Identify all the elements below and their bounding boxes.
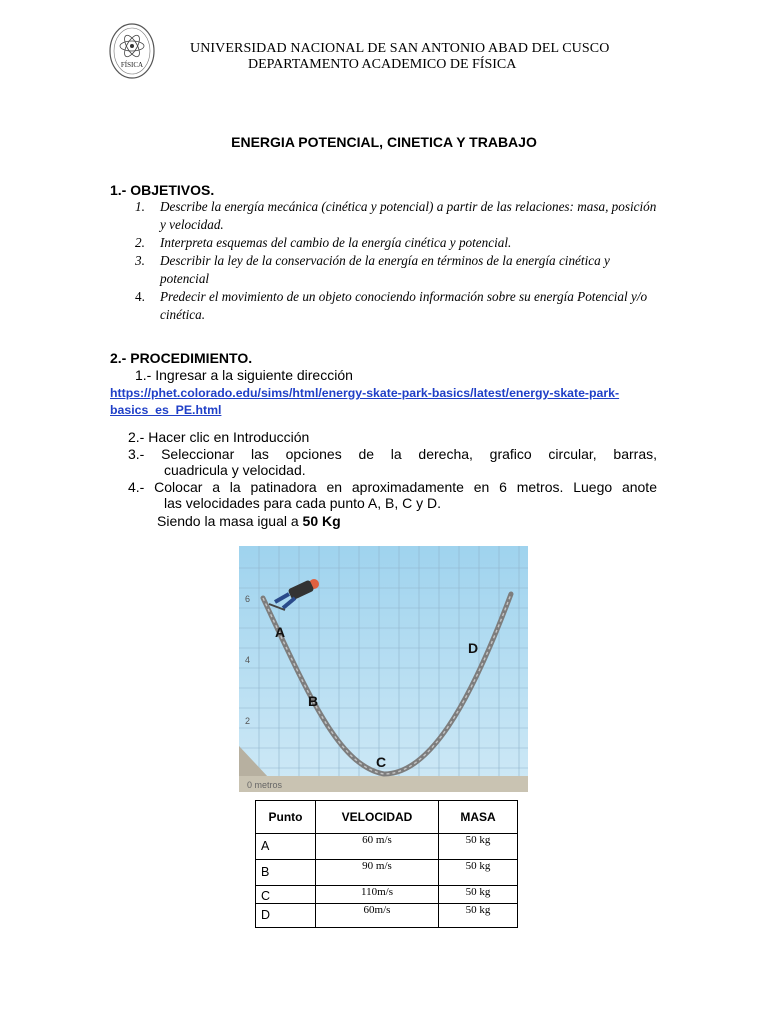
ground — [239, 776, 528, 792]
objective-item — [135, 234, 660, 252]
y-tick-6: 6 — [245, 594, 251, 604]
table-row — [256, 860, 518, 886]
table-header-row — [256, 801, 518, 834]
cell-masa: 50 kg — [439, 904, 518, 928]
cell-punto: A — [256, 834, 316, 860]
cell-masa: 50 kg — [439, 886, 518, 904]
table-row — [256, 886, 518, 904]
procedure-steps — [128, 429, 657, 512]
procedure-step-4-cont: las velocidades para cada punto A, B, C y D. — [164, 495, 442, 511]
mass-statement — [157, 513, 341, 529]
velocity-table — [255, 800, 518, 928]
cell-punto: D — [256, 904, 316, 928]
objective-number: 1. — [135, 199, 145, 214]
point-a-label: A — [275, 624, 286, 640]
objectives-list — [135, 198, 660, 324]
table-row — [256, 834, 518, 860]
header-velocidad: VELOCIDAD — [316, 801, 439, 834]
point-b-label: B — [308, 693, 319, 709]
objective-text: Predecir el movimiento de un objeto conociendo información sobre su energía Potencial y/o cinética. — [160, 289, 648, 322]
objectives-heading: 1.- OBJETIVOS. — [110, 182, 215, 198]
point-c-label: C — [376, 754, 387, 770]
document-title: ENERGIA POTENCIAL, CINETICA Y TRABAJO — [231, 134, 537, 150]
department-name: DEPARTAMENTO ACADEMICO DE FÍSICA — [248, 57, 517, 72]
objective-number: 2. — [135, 235, 145, 250]
y-tick-4: 4 — [245, 655, 251, 665]
procedure-step-1: 1.- Ingresar a la siguiente dirección — [135, 367, 353, 383]
objective-text: Describir la ley de la conservación de la energía en términos de la energía cinética y potencial — [160, 253, 610, 286]
cell-velocidad: 60 m/s — [316, 834, 439, 860]
cell-velocidad: 60m/s — [316, 904, 439, 928]
cell-velocidad: 110m/s — [316, 886, 439, 904]
objective-item — [135, 198, 660, 234]
header-masa: MASA — [439, 801, 518, 834]
cell-velocidad: 90 m/s — [316, 860, 439, 886]
objective-text: Describe la energía mecánica (cinética y potencial) a partir de las relaciones: masa, posición y velocidad. — [160, 199, 657, 232]
objective-item — [135, 288, 660, 324]
procedure-heading: 2.- PROCEDIMIENTO. — [110, 350, 253, 366]
cell-punto: B — [256, 860, 316, 886]
mass-prefix: Siendo la masa igual a — [157, 513, 303, 529]
objective-number: 3. — [135, 253, 145, 268]
floor-label: 0 metros — [247, 780, 283, 790]
procedure-step-4: 4.- Colocar a la patinadora en aproximadamente en 6 metros. Luego anote — [128, 478, 657, 495]
objective-item — [135, 252, 660, 288]
cell-masa: 50 kg — [439, 860, 518, 886]
cell-punto: C — [256, 886, 316, 904]
header-punto: Punto — [256, 801, 316, 834]
university-name: UNIVERSIDAD NACIONAL DE SAN ANTONIO ABAD DEL CUSCO — [190, 41, 610, 56]
cell-masa: 50 kg — [439, 834, 518, 860]
objective-number: 4. — [135, 289, 145, 304]
y-tick-2: 2 — [245, 716, 251, 726]
phet-simulation-link[interactable]: https://phet.colorado.edu/sims/html/energy-skate-park-basics/latest/energy-skate-park-basics_es_PE.html — [110, 386, 620, 417]
point-d-label: D — [468, 640, 479, 656]
procedure-step-2: 2.- Hacer clic en Introducción — [128, 429, 310, 445]
objective-text: Interpreta esquemas del cambio de la energía cinética y potencial. — [160, 235, 512, 250]
university-seal-logo — [108, 22, 156, 80]
mass-value: 50 Kg — [302, 513, 341, 529]
procedure-step-3: 3.- Seleccionar las opciones de la derecha, grafico circular, barras, — [128, 445, 657, 462]
procedure-step-3-cont: cuadricula y velocidad. — [164, 462, 306, 478]
table-row — [256, 904, 518, 928]
skate-park-figure — [239, 546, 528, 792]
seal-label: FÍSICA — [120, 61, 144, 69]
